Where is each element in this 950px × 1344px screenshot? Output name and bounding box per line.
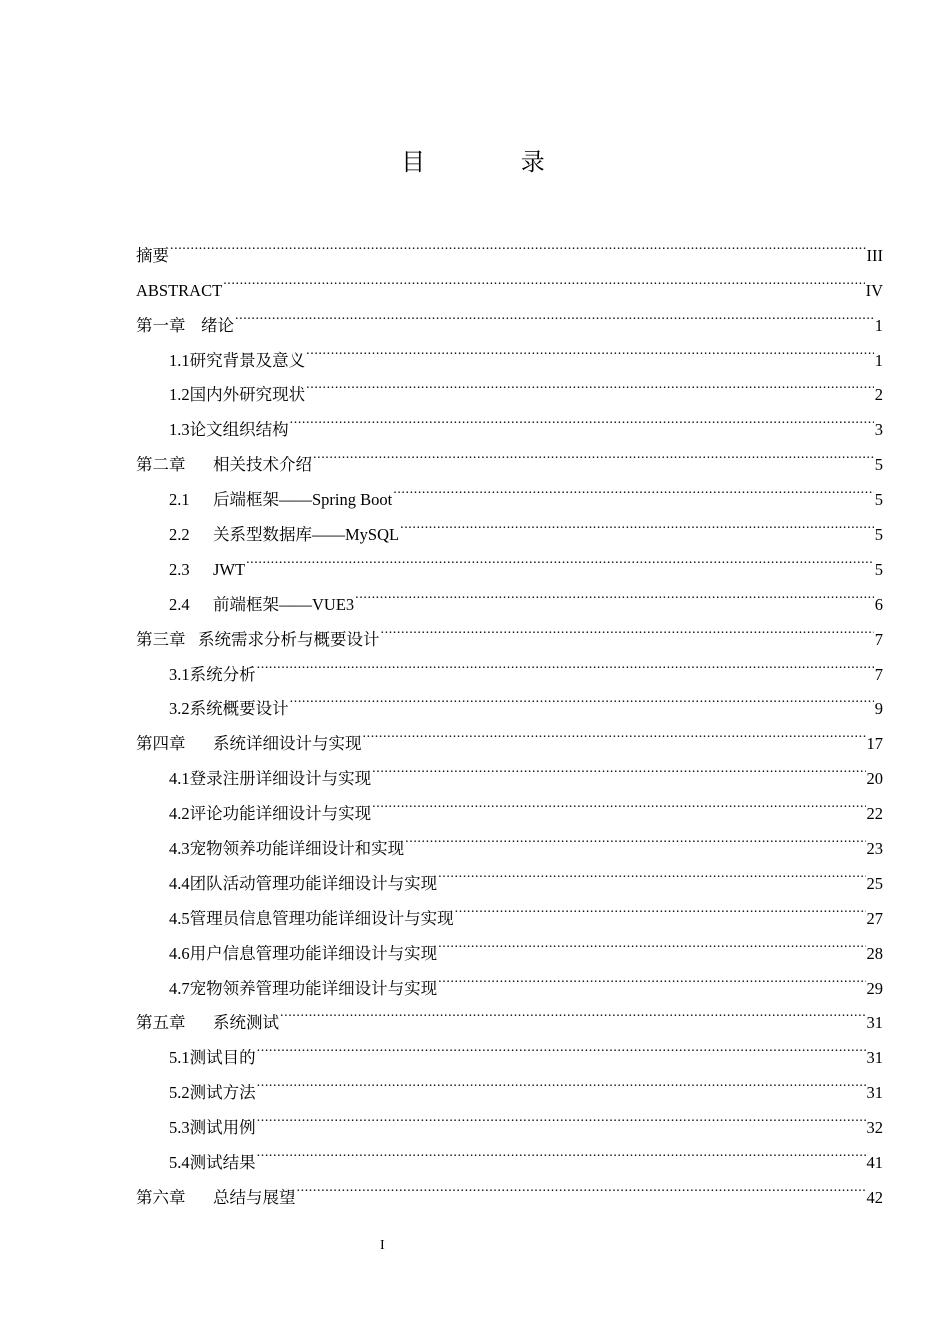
toc-entry-text: 测试方法 bbox=[189, 1083, 256, 1103]
toc-entry-page: 3 bbox=[874, 420, 883, 440]
toc-entry-text: 系统详细设计与实现 bbox=[213, 734, 362, 754]
toc-entry-page: 17 bbox=[866, 734, 883, 754]
toc-entry-page: 20 bbox=[866, 769, 883, 789]
toc-entry-page: 5 bbox=[874, 490, 883, 510]
toc-entry-text: 系统分析 bbox=[189, 664, 256, 684]
toc-entry-label bbox=[169, 762, 371, 797]
toc-dot-leader bbox=[438, 924, 865, 959]
toc-entry-page: 25 bbox=[866, 873, 883, 893]
toc-entry-text: 用户信息管理功能详细设计与实现 bbox=[189, 943, 438, 963]
toc-entry-number: 2.4 bbox=[169, 594, 190, 614]
toc-entry-page: 32 bbox=[866, 1118, 883, 1138]
toc-entry-page: III bbox=[866, 245, 883, 265]
toc-entry[interactable] bbox=[136, 331, 883, 370]
toc-entry-number: 4.2 bbox=[169, 804, 190, 824]
toc-entry-number: 4.7 bbox=[169, 978, 190, 998]
toc-entry[interactable] bbox=[136, 226, 883, 265]
toc-entry-page: 7 bbox=[874, 664, 883, 684]
toc-entry-text: 测试用例 bbox=[189, 1118, 256, 1138]
toc-entry-text: 论文组织结构 bbox=[189, 420, 289, 440]
toc-entry-text: 绪论 bbox=[201, 315, 234, 335]
toc-entry-number: 3.2 bbox=[169, 699, 190, 719]
toc-entry-page: 1 bbox=[874, 350, 883, 370]
toc-dot-leader bbox=[372, 749, 865, 784]
toc-entry-page: 31 bbox=[866, 1013, 883, 1033]
toc-entry-number: 5.3 bbox=[169, 1118, 190, 1138]
toc-entry-label bbox=[136, 274, 222, 309]
toc-dot-leader bbox=[438, 959, 865, 994]
toc-dot-leader bbox=[246, 540, 874, 575]
toc-entry-text: 评论功能详细设计与实现 bbox=[189, 804, 372, 824]
toc-entry-number: 第四章 bbox=[136, 734, 186, 754]
toc-dot-leader bbox=[400, 505, 874, 540]
toc-entry-number: 5.2 bbox=[169, 1083, 190, 1103]
toc-entry-text: 宠物领养功能详细设计和实现 bbox=[189, 839, 405, 859]
toc-entry-number: 5.4 bbox=[169, 1153, 190, 1173]
toc-entry-page: 22 bbox=[866, 804, 883, 824]
toc-entry-page: 41 bbox=[866, 1153, 883, 1173]
toc-entry-text: 后端框架——Spring Boot bbox=[213, 490, 393, 510]
toc-entry-number: 4.5 bbox=[169, 908, 190, 928]
toc-entry-text: 相关技术介绍 bbox=[213, 455, 312, 475]
toc-entry-number: 4.4 bbox=[169, 873, 190, 893]
toc-entry-page: 7 bbox=[874, 629, 883, 649]
toc-entry-number: 2.3 bbox=[169, 559, 190, 579]
toc-dot-leader bbox=[235, 296, 874, 331]
toc-dot-leader bbox=[257, 1063, 866, 1098]
toc-entry-label bbox=[169, 1041, 256, 1076]
toc-entry-label bbox=[169, 937, 437, 972]
toc-entry-text: JWT bbox=[213, 559, 246, 579]
toc-entry-page: 2 bbox=[874, 385, 883, 405]
toc-entry-label bbox=[136, 309, 234, 344]
toc-dot-leader bbox=[438, 854, 865, 889]
toc-entry-label bbox=[169, 553, 245, 588]
toc-entry-text: 总结与展望 bbox=[213, 1187, 296, 1207]
toc-entry-label bbox=[169, 344, 305, 379]
toc-entry-page: 1 bbox=[874, 315, 883, 335]
toc-entry-label bbox=[136, 239, 169, 274]
toc-entry-page: 5 bbox=[874, 455, 883, 475]
toc-dot-leader bbox=[297, 1168, 866, 1203]
toc-entry-number: 第二章 bbox=[136, 455, 186, 475]
toc-entry-label bbox=[169, 797, 371, 832]
toc-entry-page: 5 bbox=[874, 525, 883, 545]
toc-entry-number: 第六章 bbox=[136, 1187, 186, 1207]
toc-dot-leader bbox=[257, 645, 874, 680]
toc-entry-text: 测试结果 bbox=[189, 1153, 256, 1173]
toc-entry-label bbox=[136, 1181, 296, 1216]
toc-entry-label bbox=[169, 413, 289, 448]
toc-dot-leader bbox=[290, 400, 874, 435]
toc-entry-number: 第五章 bbox=[136, 1013, 186, 1033]
toc-dot-leader bbox=[280, 994, 866, 1029]
toc-entry-number: 5.1 bbox=[169, 1048, 190, 1068]
toc-dot-leader bbox=[372, 784, 865, 819]
toc-entry[interactable] bbox=[136, 261, 883, 300]
toc-entry-label bbox=[169, 692, 289, 727]
toc-entry-label bbox=[169, 658, 256, 693]
toc-dot-leader bbox=[355, 575, 874, 610]
toc-entry-text: 管理员信息管理功能详细设计与实现 bbox=[189, 908, 454, 928]
toc-entry-number: 2.2 bbox=[169, 525, 190, 545]
toc-entry-label bbox=[169, 867, 437, 902]
toc-entry-page: IV bbox=[865, 280, 883, 300]
toc-dot-leader bbox=[306, 331, 874, 366]
toc-entry-label bbox=[169, 832, 404, 867]
toc-entry-number: 3.1 bbox=[169, 664, 190, 684]
toc-entry-text: 宠物领养管理功能详细设计与实现 bbox=[189, 978, 438, 998]
toc-entry-page: 42 bbox=[866, 1187, 883, 1207]
toc-entry-label bbox=[169, 902, 454, 937]
toc-dot-leader bbox=[257, 1028, 866, 1063]
toc-entry-page: 5 bbox=[874, 559, 883, 579]
toc-entry-label bbox=[136, 727, 362, 762]
footer-page-number: I bbox=[380, 1238, 385, 1253]
toc-dot-leader bbox=[313, 435, 874, 470]
toc-entry-label bbox=[169, 588, 354, 623]
toc-list bbox=[136, 226, 883, 1207]
toc-entry-label bbox=[169, 483, 392, 518]
toc-entry-text: 关系型数据库——MySQL bbox=[213, 525, 400, 545]
toc-entry[interactable] bbox=[136, 575, 883, 614]
toc-dot-leader bbox=[257, 1133, 866, 1168]
toc-entry-number: 1.3 bbox=[169, 420, 190, 440]
toc-entry[interactable] bbox=[136, 540, 883, 579]
toc-entry-label bbox=[136, 448, 312, 483]
toc-dot-leader bbox=[306, 366, 874, 401]
toc-entry-number: 第一章 bbox=[136, 315, 186, 335]
toc-entry-number: 4.6 bbox=[169, 943, 190, 963]
toc-dot-leader bbox=[170, 226, 866, 261]
toc-entry-text: 研究背景及意义 bbox=[189, 350, 306, 370]
toc-entry-number: 第三章 bbox=[136, 629, 186, 649]
toc-entry-text: 系统概要设计 bbox=[189, 699, 289, 719]
toc-entry-text: 前端框架——VUE3 bbox=[213, 594, 355, 614]
toc-entry-page: 23 bbox=[866, 839, 883, 859]
toc-dot-leader bbox=[455, 889, 866, 924]
toc-entry-text: 摘要 bbox=[136, 245, 169, 265]
toc-dot-leader bbox=[223, 261, 864, 296]
toc-entry-text: 测试目的 bbox=[189, 1048, 256, 1068]
toc-entry-text: 国内外研究现状 bbox=[189, 385, 306, 405]
toc-dot-leader bbox=[381, 610, 874, 645]
toc-dot-leader bbox=[363, 714, 866, 749]
toc-entry-page: 28 bbox=[866, 943, 883, 963]
toc-entry-page: 27 bbox=[866, 908, 883, 928]
toc-entry-page: 31 bbox=[866, 1083, 883, 1103]
toc-dot-leader bbox=[290, 680, 874, 715]
toc-entry-number: 1.2 bbox=[169, 385, 190, 405]
toc-entry-label bbox=[169, 1146, 256, 1181]
toc-entry-text: 团队活动管理功能详细设计与实现 bbox=[189, 873, 438, 893]
toc-entry-text: 系统测试 bbox=[213, 1013, 279, 1033]
toc-entry-label bbox=[169, 1076, 256, 1111]
toc-entry-page: 29 bbox=[866, 978, 883, 998]
toc-entry-text: 系统需求分析与概要设计 bbox=[198, 629, 380, 649]
toc-dot-leader bbox=[257, 1098, 866, 1133]
toc-dot-leader bbox=[393, 470, 874, 505]
toc-entry-number: 4.3 bbox=[169, 839, 190, 859]
toc-entry-text: ABSTRACT bbox=[136, 280, 223, 300]
toc-entry-label bbox=[169, 378, 305, 413]
toc-entry-page: 6 bbox=[874, 594, 883, 614]
page-title: 目 录 bbox=[401, 148, 589, 176]
toc-entry-number: 1.1 bbox=[169, 350, 190, 370]
toc-entry-number: 4.1 bbox=[169, 769, 190, 789]
toc-dot-leader bbox=[405, 819, 865, 854]
toc-entry[interactable] bbox=[136, 296, 883, 335]
toc-entry-page: 31 bbox=[866, 1048, 883, 1068]
toc-entry-text: 登录注册详细设计与实现 bbox=[189, 769, 372, 789]
toc-entry-label bbox=[169, 1111, 256, 1146]
toc-entry-number: 2.1 bbox=[169, 490, 190, 510]
toc-entry-page: 9 bbox=[874, 699, 883, 719]
